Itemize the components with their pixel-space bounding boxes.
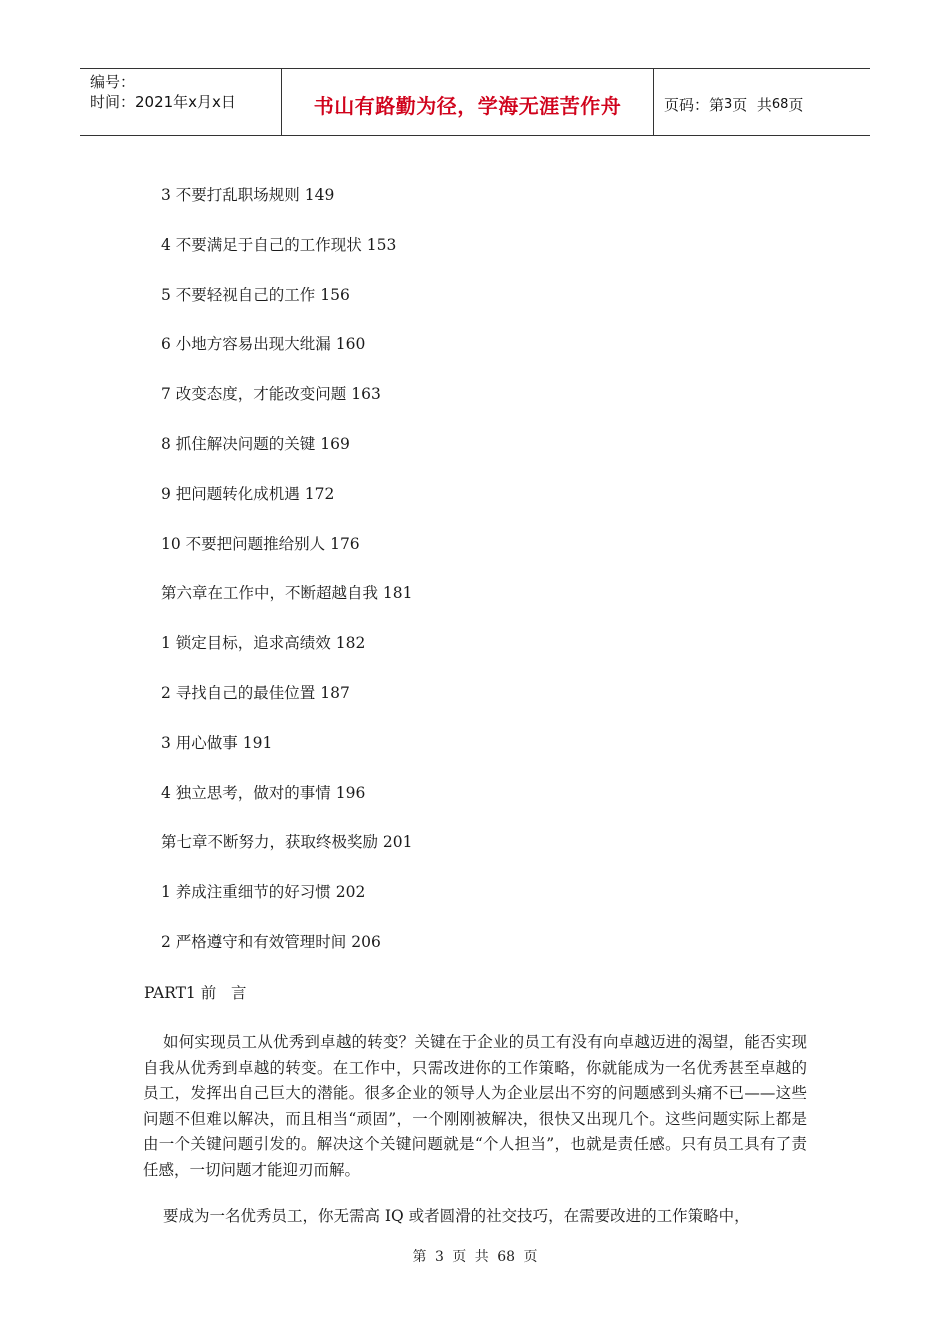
toc-item: 5 不要轻视自己的工作 156: [161, 285, 350, 304]
section-heading: PART1 前 言: [144, 984, 247, 1002]
toc-item: 9 把问题转化成机遇 172: [161, 484, 335, 503]
toc-item: 4 不要满足于自己的工作现状 153: [161, 235, 397, 254]
toc-item: 6 小地方容易出现大纰漏 160: [161, 335, 366, 354]
toc-chapter: 第七章不断努力，获取终极奖励 201: [161, 833, 413, 852]
toc-item: 2 严格遵守和有效管理时间 206: [161, 932, 381, 951]
table-of-contents: [161, 184, 413, 981]
toc-item: 4 独立思考，做对的事情 196: [161, 783, 366, 802]
toc-item: 2 寻找自己的最佳位置 187: [161, 683, 350, 702]
body-paragraph: 要成为一名优秀员工，你无需高 IQ 或者圆滑的社交技巧，在需要改进的工作策略中，: [163, 1207, 750, 1225]
document-number-label: 编号：: [90, 73, 136, 91]
header-motto: 书山有路勤为径，学海无涯苦作舟: [282, 69, 654, 135]
page-current-number: 3: [724, 96, 733, 112]
toc-chapter: 第六章在工作中，不断超越自我 181: [161, 584, 413, 603]
page-header: [80, 68, 870, 136]
toc-item: 1 锁定目标，追求高绩效 182: [161, 634, 366, 653]
page-middle: 页 共: [732, 95, 772, 114]
page-suffix: 页: [788, 95, 804, 114]
toc-item: 1 养成注重细节的好习惯 202: [161, 883, 366, 902]
page-footer: 第 3 页 共 68 页: [412, 1249, 538, 1265]
toc-item: 3 不要打乱职场规则 149: [161, 186, 335, 204]
body-paragraph: 如何实现员工从优秀到卓越的转变？关键在于企业的员工有没有向卓越迈进的渴望，能否实现自我从优秀到卓越的转变。在工作中，只需改进你的工作策略，你就能成为一名优秀甚至卓越的员工，发挥出自己巨大的潜能。很多企业的领导人为企业层出不穷的问题感到头痛不已——这些问题不但难以解决，而且相当“顽固”，一个刚刚被解决，很快又出现几个。这些问题实际上都是由一个关键问题引发的。解决这个关键问题就是“个人担当”，也就是责任感。只有员工具有了责任感，一切问题才能迎刃而解。: [143, 1033, 807, 1179]
header-info-cell: [80, 69, 282, 135]
header-page-info: [654, 69, 870, 135]
page-prefix: 页码：第: [664, 95, 725, 114]
toc-item: 3 用心做事 191: [161, 733, 273, 752]
toc-item: 7 改变态度，才能改变问题 163: [161, 385, 381, 404]
page-total-number: 68: [771, 96, 789, 112]
toc-item: 10 不要把问题推给别人 176: [161, 534, 360, 553]
document-time-label: 时间：2021年x月x日: [90, 93, 236, 111]
toc-item: 8 抓住解决问题的关键 169: [161, 434, 350, 453]
